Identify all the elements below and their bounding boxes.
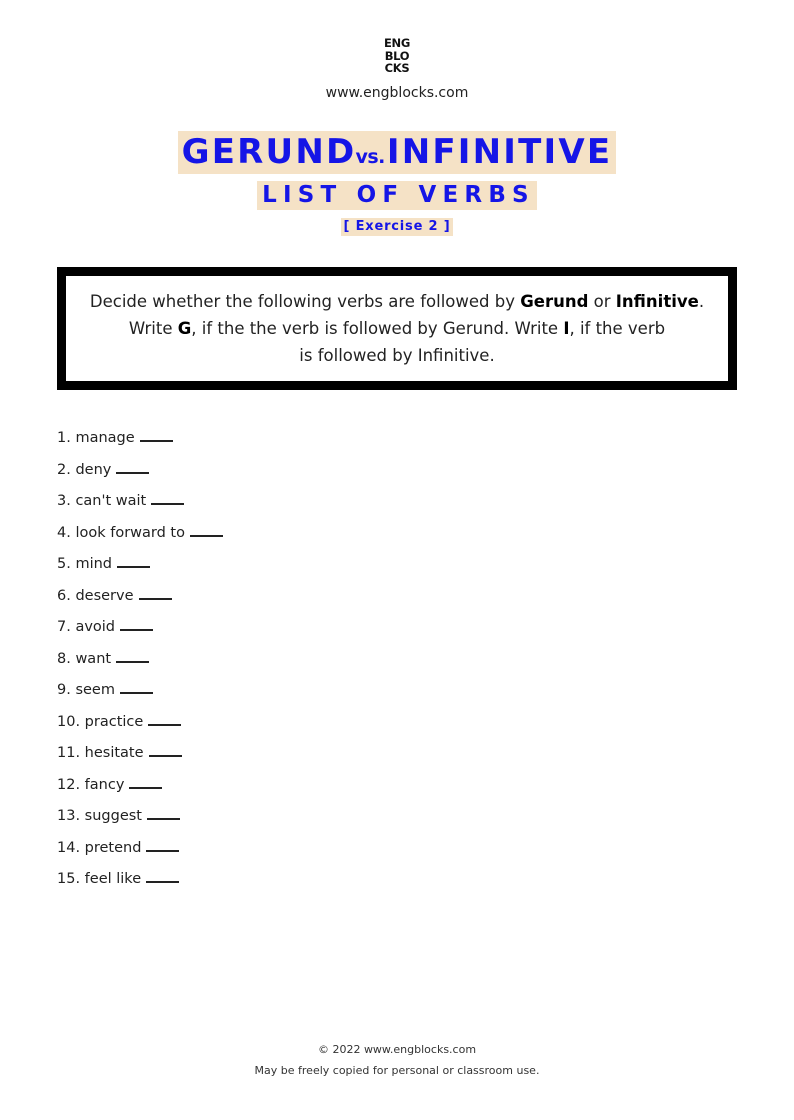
exercise-label-text: [ Exercise 2 ] [341,218,454,236]
list-item [57,552,223,584]
verb-label: 14. pretend [57,839,142,856]
verb-label: 15. feel like [57,871,142,887]
instructions-line-2 [66,315,728,342]
answer-blank[interactable] [116,459,149,474]
list-item [57,426,223,458]
answer-blank[interactable] [148,711,181,726]
logo-line-1: ENG [383,36,411,50]
answer-blank[interactable] [120,679,153,694]
list-item [57,489,223,521]
verb-label: 9. seem [57,682,115,698]
i-keyword: I [563,319,570,338]
logo-line-2: BLO [384,48,410,63]
verb-label: 3. can't wait [57,493,147,509]
title-word-gerund: GERUND [181,132,357,172]
list-item [57,678,223,710]
list-item [57,615,223,647]
footer-copyright: © 2022 www.engblocks.com [317,1043,477,1056]
instructions-box [57,267,737,390]
page-subtitle [0,181,794,210]
answer-blank[interactable] [140,427,173,442]
list-item [57,647,223,679]
list-item [57,584,223,616]
engblocks-logo [0,37,794,75]
instructions-text: . [698,292,705,311]
instructions-text: Decide whether the following verbs are followed by [89,292,521,311]
answer-blank[interactable] [147,805,180,820]
verb-label: 11. hesitate [57,745,144,761]
instructions-text: Write [128,319,178,338]
verb-label: 2. deny [57,461,112,478]
answer-blank[interactable] [120,616,153,631]
logo-line-3: CKS [384,61,410,75]
instructions-line-1 [66,288,728,315]
verb-list [57,426,223,899]
answer-blank[interactable] [117,553,150,568]
gerund-keyword: Gerund [520,292,589,311]
answer-blank[interactable] [116,648,149,663]
title-highlight [178,131,617,174]
list-item [57,521,223,553]
verb-label: 13. suggest [57,808,142,824]
infinitive-keyword: Infinitive [615,292,699,311]
site-url: www.engblocks.com [325,85,469,101]
list-item [57,773,223,805]
verb-label: 12. fancy [57,776,125,793]
footer-note: May be freely copied for personal or classroom use. [254,1064,540,1077]
verb-label: 6. deserve [57,587,134,604]
verb-label: 5. mind [57,556,112,572]
list-item [57,836,223,868]
instructions-text: , if the the verb is followed by Gerund. Write [191,319,564,338]
list-item [57,867,223,899]
answer-blank[interactable] [149,742,182,757]
answer-blank[interactable] [146,837,179,852]
answer-blank[interactable] [190,522,223,537]
verb-label: 7. avoid [57,619,116,635]
title-word-infinitive: INFINITIVE [386,132,613,172]
list-item [57,741,223,773]
list-item [57,458,223,490]
verb-label: 8. want [57,650,112,667]
answer-blank[interactable] [151,490,184,505]
instructions-line-3: is followed by Infinitive. [299,346,495,365]
list-item [57,804,223,836]
title-vs: vs. [355,146,385,168]
exercise-label [0,215,794,236]
page-title [0,131,794,174]
instructions-text: or [588,292,616,311]
answer-blank[interactable] [139,585,172,600]
subtitle-highlight: LIST OF VERBS [257,181,537,210]
list-item [57,710,223,742]
answer-blank[interactable] [129,774,162,789]
verb-label: 1. manage [57,430,135,446]
answer-blank[interactable] [146,868,179,883]
instructions-text: , if the verb [569,319,666,338]
verb-label: 4. look forward to [57,524,185,541]
verb-label: 10. practice [57,713,144,730]
g-keyword: G [177,319,192,338]
